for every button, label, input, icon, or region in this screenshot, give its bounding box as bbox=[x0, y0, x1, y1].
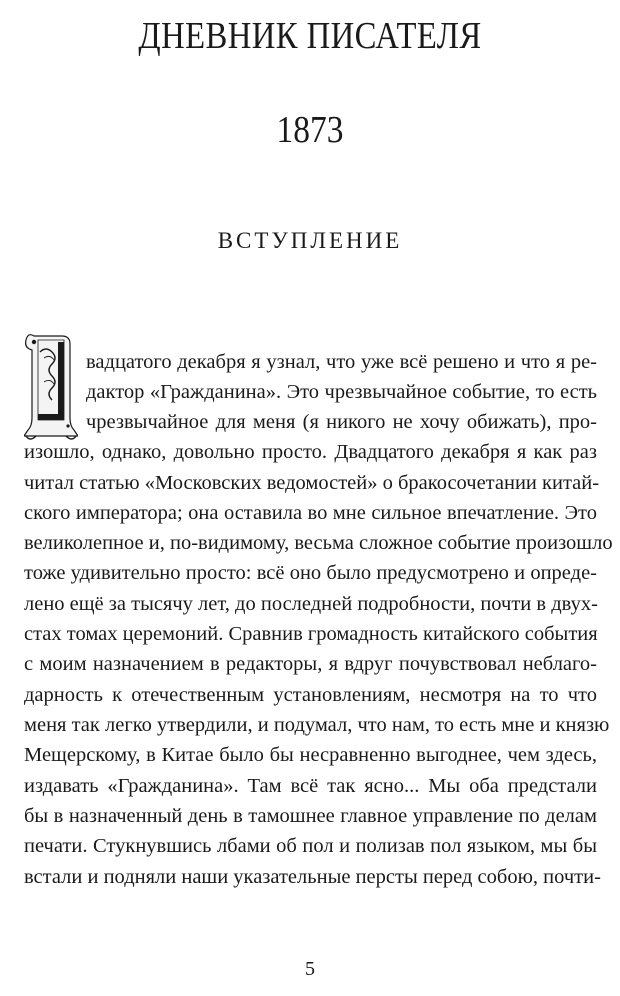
text-line: ского императора; она оставила во мне сильное впечатление. Это bbox=[24, 502, 597, 524]
text-line: меня так легко утвердили, и подумал, что нам, то есть мне и князю bbox=[24, 714, 610, 736]
text-line: печати. Стукнувшись лбами об пол и полизав пол языком, мы бы bbox=[24, 835, 597, 857]
section-heading: ВСТУПЛЕНИЕ bbox=[217, 228, 403, 253]
text-line: лено ещё за тысячу лет, до последней подробности, почти в двух- bbox=[24, 593, 598, 615]
decorative-dropcap-initial bbox=[24, 330, 78, 442]
text-line: чрезвычайное для меня (я никого не хочу обижать), про- bbox=[86, 411, 597, 433]
text-line: тоже удивительно просто: всё оно было предусмотрено и опреде- bbox=[24, 562, 597, 584]
text-line: вадцатого декабря я узнал, что уже всё решено и что я ре- bbox=[86, 351, 597, 373]
text-line: издавать «Гражданина». Там всё так ясно... Мы оба предстали bbox=[24, 775, 597, 797]
text-line: стах томах церемоний. Сравнив громадность китайского события bbox=[24, 623, 598, 645]
text-line: дарность к отечественным установлениям, несмотря на то что bbox=[24, 684, 597, 706]
page-title: ДНЕВНИК ПИСАТЕЛЯ bbox=[138, 15, 482, 57]
text-line: встали и подняли наши указательные персты перед собою, почти- bbox=[24, 866, 601, 888]
chapter-year: 1873 bbox=[276, 109, 344, 151]
text-line: великолепное и, по-видимому, весьма сложное событие произошло bbox=[24, 532, 613, 554]
text-line: бы в назначенный день в тамошнее главное управление по делам bbox=[24, 805, 597, 827]
page-number: 5 bbox=[305, 958, 315, 980]
text-line: читал статью «Московских ведомостей» о бракосочетании китай- bbox=[24, 472, 600, 494]
text-line: изошло, однако, довольно просто. Двадцатого декабря я как раз bbox=[24, 441, 597, 463]
text-line: дактор «Гражданина». Это чрезвычайное событие, то есть bbox=[86, 381, 597, 403]
text-line: Мещерскому, в Китае было бы несравненно выгоднее, чем здесь, bbox=[24, 744, 597, 766]
text-line: с моим назначением в редакторы, я вдруг почувствовал неблаго- bbox=[24, 653, 597, 675]
